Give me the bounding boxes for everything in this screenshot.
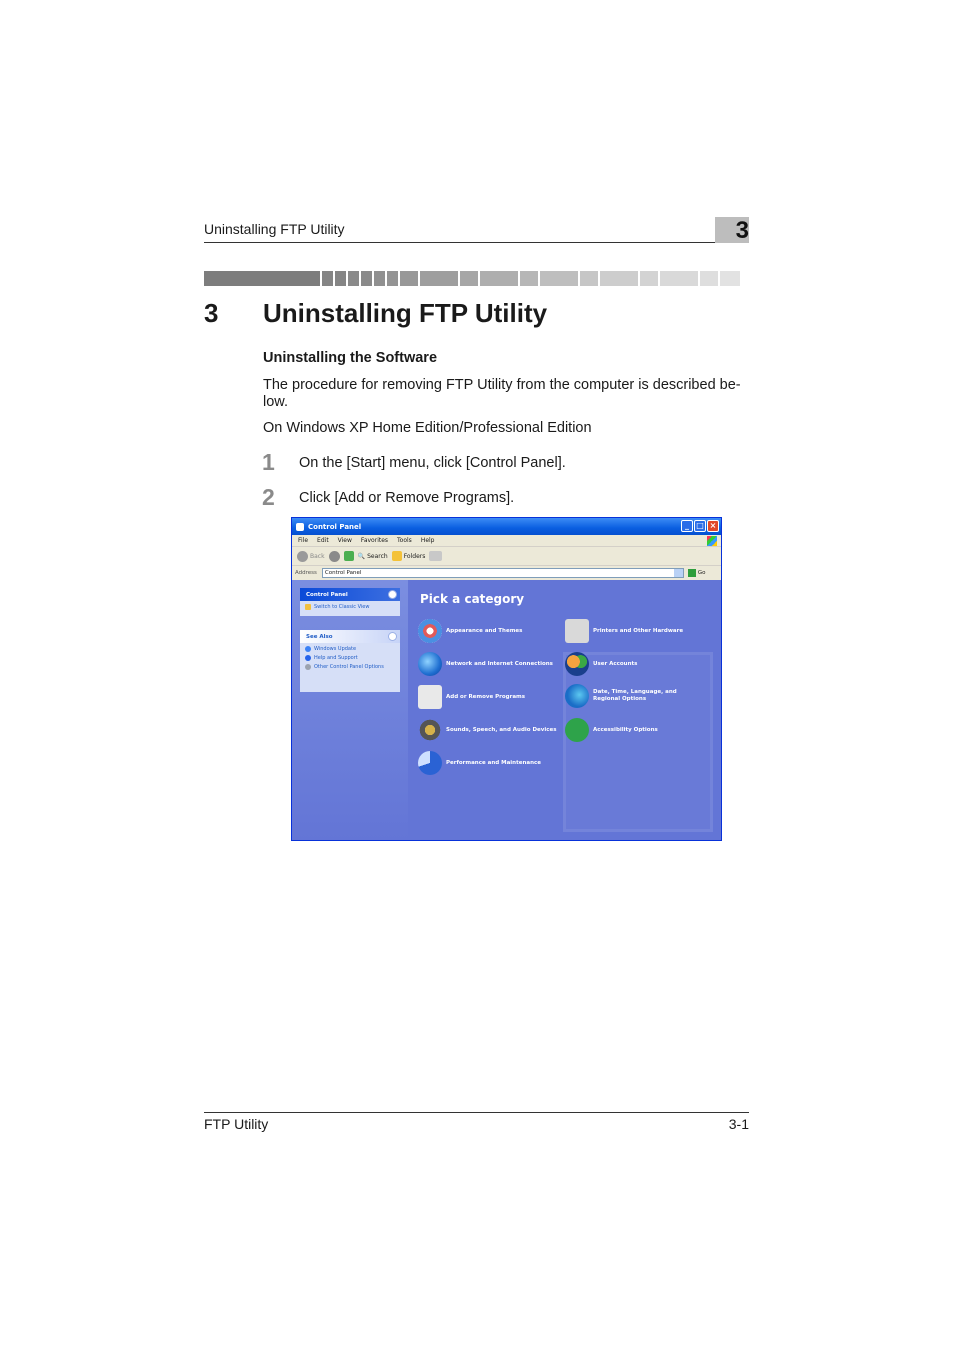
search-button[interactable]: 🔍 Search [357,552,388,560]
help-support-link[interactable]: Help and Support [305,655,395,661]
minimize-button[interactable]: _ [681,520,693,532]
windows-update-icon [305,646,311,652]
folders-button[interactable]: Folders [392,551,426,561]
step-1-number: 1 [262,449,275,475]
menu-bar [292,535,721,547]
forward-button[interactable] [329,551,340,562]
step-1-text: On the [Start] menu, click [Control Panel]. [299,455,566,471]
category-appearance[interactable]: Appearance and Themes [418,619,522,643]
category-printers[interactable]: Printers and Other Hardware [565,619,683,643]
search-icon: 🔍 [357,552,366,560]
step-2-number: 2 [262,484,275,510]
category-performance[interactable]: Performance and Maintenance [418,751,541,775]
up-folder-icon[interactable] [344,551,354,561]
checkmark-watermark [563,652,713,832]
menu-favorites[interactable]: Favorites [360,537,389,544]
footer-title: FTP Utility [204,1116,269,1132]
category-accessibility[interactable]: Accessibility Options [565,718,658,742]
category-add-remove-programs[interactable]: Add or Remove Programs [418,685,525,709]
chapter-title-text: Uninstalling FTP Utility [263,298,548,328]
category-network[interactable]: Network and Internet Connections [418,652,553,676]
control-panel-content [292,580,721,840]
go-button[interactable]: Go [688,569,706,577]
forward-arrow-icon [329,551,340,562]
address-dropdown-icon[interactable] [674,569,683,577]
pick-category-title: Pick a category [420,592,525,606]
options-icon [305,664,311,670]
menu-file[interactable]: File [298,537,309,544]
running-header-chapter-number: 3 [735,217,749,244]
address-label: Address [295,569,317,576]
speaker-icon [418,718,442,742]
printer-icon [565,619,589,643]
address-bar [292,566,721,579]
control-panel-task-box [300,588,400,616]
running-header-title: Uninstalling FTP Utility [204,221,345,237]
other-options-link[interactable]: Other Control Panel Options [305,664,395,670]
calendar-globe-icon [565,684,589,708]
switch-classic-view-link[interactable]: Switch to Classic View [305,604,395,610]
go-arrow-icon [688,569,696,577]
see-also-task-box [300,630,400,692]
control-panel-icon [296,523,304,531]
page-footer [204,1112,749,1132]
address-input[interactable]: Control Panel [322,568,684,578]
windows-logo-icon [707,536,717,546]
menu-view[interactable]: View [337,537,352,544]
see-also-title: See Also [300,630,400,643]
menu-help[interactable]: Help [420,537,435,544]
category-date-time-language[interactable]: Date, Time, Language, and Regional Options [565,684,680,708]
chapter-number: 3 [204,298,219,328]
windows-update-link[interactable]: Windows Update [305,646,395,652]
task-pane [292,580,408,840]
collapse-icon[interactable] [388,590,397,599]
help-icon [305,655,311,661]
maximize-button[interactable]: □ [694,520,706,532]
control-panel-task-title: Control Panel [300,588,400,601]
appearance-icon [418,619,442,643]
performance-pie-icon [418,751,442,775]
category-user-accounts[interactable]: User Accounts [565,652,637,676]
section-title: Uninstalling the Software [263,350,438,366]
page-number: 3-1 [728,1116,749,1132]
globe-icon [418,652,442,676]
accessibility-icon [565,718,589,742]
running-header [204,219,749,243]
back-arrow-icon [297,551,308,562]
os-note: On Windows XP Home Edition/Professional Edition [263,420,592,436]
views-icon[interactable] [429,551,442,561]
toolbar [292,547,721,566]
add-remove-programs-icon [418,685,442,709]
intro-paragraph: The procedure for removing FTP Utility from the computer is described be-low. [263,377,741,410]
window-title: Control Panel [308,522,362,531]
category-sounds[interactable]: Sounds, Speech, and Audio Devices [418,718,557,742]
menu-edit[interactable]: Edit [317,537,329,544]
close-button[interactable]: × [707,520,719,532]
back-button[interactable]: Back [297,551,325,562]
window-titlebar [292,518,721,535]
switch-view-icon [305,604,311,610]
users-icon [565,652,589,676]
folder-icon [392,551,402,561]
control-panel-window [291,517,722,841]
collapse-icon[interactable] [388,632,397,641]
menu-tools[interactable]: Tools [397,537,412,544]
step-2-text: Click [Add or Remove Programs]. [299,490,515,506]
decorative-segment-bar [204,271,749,286]
